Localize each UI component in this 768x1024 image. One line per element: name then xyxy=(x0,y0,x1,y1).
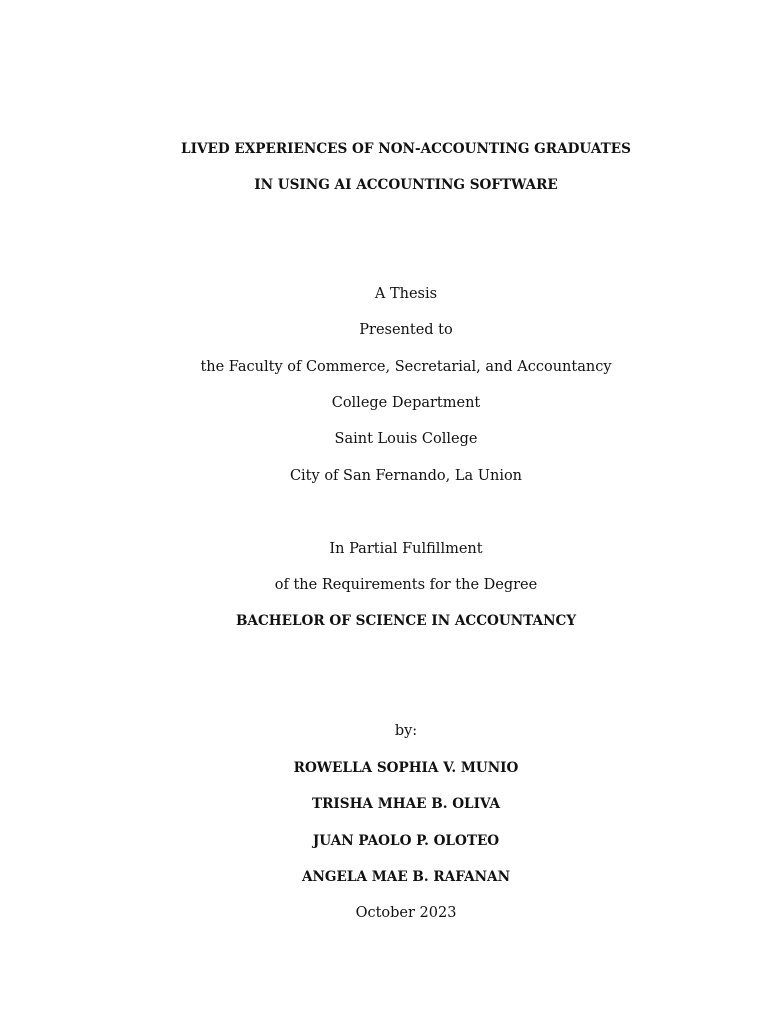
thesis-label: A Thesis xyxy=(374,286,438,302)
submission-date: October 2023 xyxy=(355,905,457,921)
by-label: by: xyxy=(394,723,418,739)
thesis-title-line-1: LIVED EXPERIENCES OF NON-ACCOUNTING GRADUATES xyxy=(181,141,631,157)
school-name: Saint Louis College xyxy=(334,431,478,447)
presented-to: Presented to xyxy=(359,322,453,338)
thesis-title-line-2: IN USING AI ACCOUNTING SOFTWARE xyxy=(254,177,558,193)
fulfillment-line-2: of the Requirements for the Degree xyxy=(274,577,538,593)
author-name: TRISHA MHAE B. OLIVA xyxy=(312,796,500,812)
school-location: City of San Fernando, La Union xyxy=(289,468,523,484)
author-name: ROWELLA SOPHIA V. MUNIO xyxy=(293,760,519,776)
degree-name: BACHELOR OF SCIENCE IN ACCOUNTANCY xyxy=(235,613,577,629)
fulfillment-line-1: In Partial Fulfillment xyxy=(329,541,483,557)
department-name: College Department xyxy=(331,395,481,411)
faculty-name: the Faculty of Commerce, Secretarial, and Accountancy xyxy=(200,359,612,375)
author-name: JUAN PAOLO P. OLOTEO xyxy=(312,833,500,849)
author-name: ANGELA MAE B. RAFANAN xyxy=(301,869,511,885)
